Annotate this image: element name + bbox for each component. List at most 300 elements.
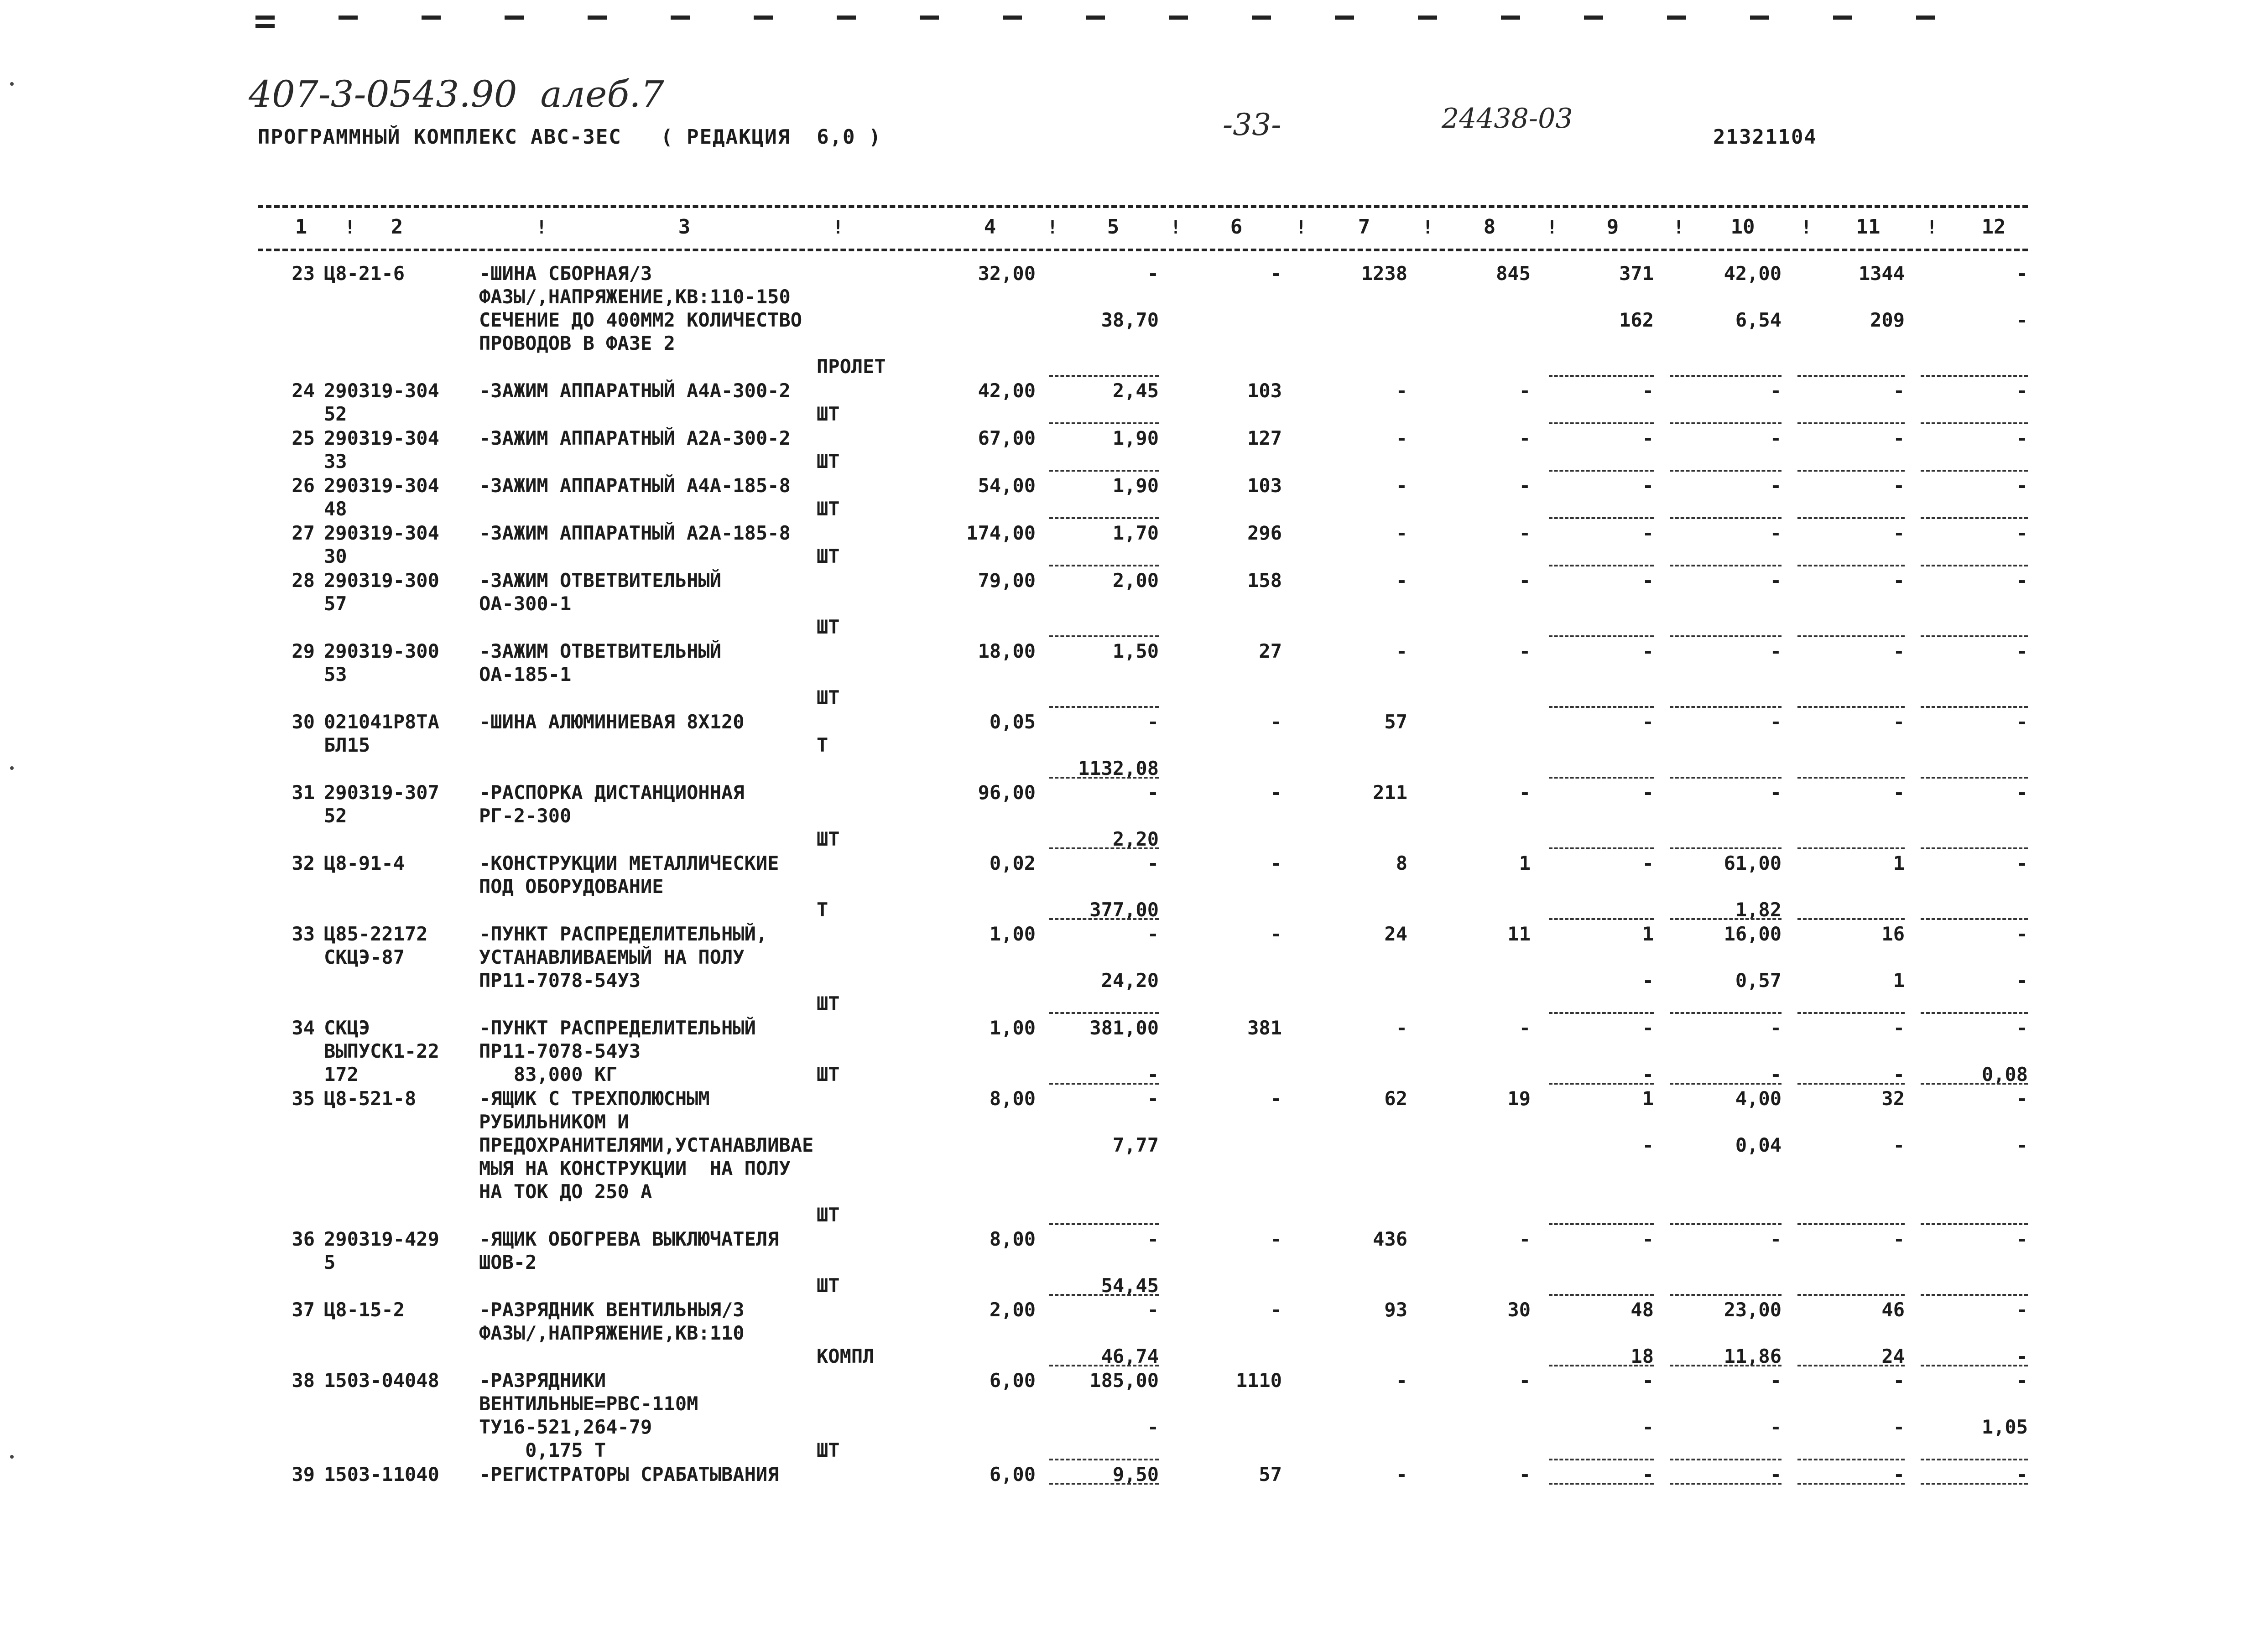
row-23-c7: 1238 [1361, 262, 1407, 285]
row-35-c7: 62 [1384, 1087, 1407, 1110]
row-35-c8: 19 [1507, 1087, 1531, 1110]
row-33-c3: ПР11-7078-54У3 [479, 969, 641, 992]
row-38-c11: - [1893, 1369, 1905, 1392]
row-underline [1049, 1223, 1159, 1225]
row-35-c3: ПРЕДОХРАНИТЕЛЯМИ,УСТАНАВЛИВАЕ [479, 1134, 814, 1156]
row-underline [1549, 918, 1654, 920]
row-36-c12: - [2016, 1228, 2028, 1250]
row-underline [1049, 635, 1159, 637]
column-number-4: 4 [984, 215, 996, 239]
row-26-c12: - [2016, 474, 2028, 497]
row-underline [1049, 1083, 1159, 1085]
row-23-c4: 32,00 [978, 262, 1036, 285]
row-34-c3: ПР11-7078-54У3 [479, 1040, 641, 1062]
row-27-c2: 290319-304 [324, 522, 439, 544]
column-separator: ! [1673, 217, 1684, 238]
row-underline [1670, 422, 1782, 424]
row-33-c5: - [1147, 923, 1159, 945]
row-31-c3: РГ-2-300 [479, 805, 572, 827]
row-23-c10: 42,00 [1724, 262, 1782, 285]
perforation-dash [1833, 16, 1852, 20]
row-34-c2: ВЫПУСК1-22 [324, 1040, 439, 1062]
row-underline [1921, 1365, 2028, 1366]
row-25-c7: - [1396, 427, 1407, 449]
row-24-c8: - [1519, 379, 1531, 402]
table-header-rule [258, 249, 2028, 251]
row-underline [1670, 1083, 1782, 1085]
top-perforation-marks [255, 13, 2035, 23]
row-33-c1: 33 [292, 923, 315, 945]
row-30-c2: БЛ15 [324, 734, 370, 756]
row-24-c11: - [1893, 379, 1905, 402]
table-top-rule [258, 205, 2028, 208]
row-30-c7: 57 [1384, 711, 1407, 733]
row-underline [1797, 1012, 1905, 1014]
row-32-c10: 61,00 [1724, 852, 1782, 874]
row-37-c5: - [1147, 1299, 1159, 1321]
row-underline [1670, 375, 1782, 377]
row-23-c9: 371 [1619, 262, 1654, 285]
row-34-c4: 1,00 [989, 1017, 1036, 1039]
row-36-c11: - [1893, 1228, 1905, 1250]
row-33-c10: 16,00 [1724, 923, 1782, 945]
row-24-c7: - [1396, 379, 1407, 402]
row-underline [1921, 1459, 2028, 1460]
row-28-c2: 57 [324, 592, 347, 615]
row-underline [1670, 918, 1782, 920]
row-38-c12: - [2016, 1369, 2028, 1392]
row-underline [1049, 706, 1159, 708]
row-38-c3: ТУ16-521,264-79 [479, 1416, 652, 1438]
row-23-c5: - [1147, 262, 1159, 285]
row-28-c3: ОА-300-1 [479, 592, 572, 615]
row-25-c3: -ЗАЖИМ АППАРАТНЫЙ А2А-300-2 [479, 427, 791, 449]
row-34-c12: - [2016, 1017, 2028, 1039]
perforation-dash [1003, 16, 1022, 20]
row-38-c1: 38 [292, 1369, 315, 1392]
column-separator: ! [1547, 217, 1558, 238]
row-37-c12: - [2016, 1299, 2028, 1321]
row-37-c7: 93 [1384, 1299, 1407, 1321]
row-32-c8: 1 [1519, 852, 1531, 874]
row-23-c5: 38,70 [1101, 309, 1159, 331]
column-separator: ! [1170, 217, 1182, 238]
row-38-c3: 0,175 Т [479, 1439, 606, 1461]
row-34-c10: - [1770, 1017, 1782, 1039]
row-underline [1797, 517, 1905, 519]
row-underline [1921, 847, 2028, 849]
row-32-c10: 1,82 [1735, 899, 1782, 921]
row-33-c2: СКЦЭ-87 [324, 946, 405, 968]
row-26-c10: - [1770, 474, 1782, 497]
row-35-c2: Ц8-521-8 [324, 1087, 417, 1110]
row-23-c12: - [2016, 309, 2028, 331]
row-27-c11: - [1893, 522, 1905, 544]
row-underline [1670, 847, 1782, 849]
row-underline [1670, 1223, 1782, 1225]
row-39-c2: 1503-11040 [324, 1463, 439, 1486]
column-separator: ! [1296, 217, 1307, 238]
row-27-c3u: ШТ [817, 545, 840, 567]
row-underline [1049, 1012, 1159, 1014]
row-33-c12: - [2016, 923, 2028, 945]
row-25-c4: 67,00 [978, 427, 1036, 449]
row-27-c5: 1,70 [1112, 522, 1159, 544]
row-32-c6: - [1270, 852, 1282, 874]
row-31-c8: - [1519, 781, 1531, 804]
row-33-c9: - [1642, 969, 1654, 992]
row-31-c2: 290319-307 [324, 781, 439, 804]
row-27-c2: 30 [324, 545, 347, 567]
row-29-c5: 1,50 [1112, 640, 1159, 662]
row-35-c3: МЫЯ НА КОНСТРУКЦИИ НА ПОЛУ [479, 1157, 791, 1179]
row-38-c3u: ШТ [817, 1439, 840, 1461]
row-26-c2: 48 [324, 498, 347, 520]
row-38-c9: - [1642, 1416, 1654, 1438]
row-underline [1670, 1012, 1782, 1014]
row-30-c9: - [1642, 711, 1654, 733]
row-34-c1: 34 [292, 1017, 315, 1039]
row-30-c3u: Т [817, 734, 828, 756]
row-37-c5: 46,74 [1101, 1345, 1159, 1367]
row-29-c8: - [1519, 640, 1531, 662]
row-32-c9: - [1642, 852, 1654, 874]
perforation-dash [1252, 16, 1271, 20]
row-25-c11: - [1893, 427, 1905, 449]
row-23-c8: 845 [1496, 262, 1531, 285]
row-28-c8: - [1519, 569, 1531, 592]
column-separator: ! [1801, 217, 1812, 238]
row-29-c2: 290319-300 [324, 640, 439, 662]
row-38-c10: - [1770, 1369, 1782, 1392]
row-27-c8: - [1519, 522, 1531, 544]
row-37-c8: 30 [1507, 1299, 1531, 1321]
row-underline [1921, 1223, 2028, 1225]
perforation-dash [671, 16, 690, 20]
row-35-c9: - [1642, 1134, 1654, 1156]
handwritten-doc-code: 407-3-0543.90 алеб.7 [249, 73, 664, 115]
perforation-dash [754, 16, 773, 20]
row-30-c5: - [1147, 711, 1159, 733]
row-35-c12: - [2016, 1134, 2028, 1156]
row-27-c6: 296 [1247, 522, 1282, 544]
row-26-c9: - [1642, 474, 1654, 497]
row-39-c10: - [1770, 1463, 1782, 1486]
row-24-c10: - [1770, 379, 1782, 402]
column-number-8: 8 [1483, 215, 1496, 239]
row-27-c4: 174,00 [966, 522, 1036, 544]
row-36-c3u: ШТ [817, 1274, 840, 1297]
row-36-c2: 5 [324, 1251, 336, 1273]
row-38-c4: 6,00 [989, 1369, 1036, 1392]
row-39-c5: 9,50 [1112, 1463, 1159, 1486]
row-underline [1549, 777, 1654, 779]
row-37-c9: 48 [1630, 1299, 1654, 1321]
row-35-c12: - [2016, 1087, 2028, 1110]
row-33-c5: 24,20 [1101, 969, 1159, 992]
row-36-c2: 290319-429 [324, 1228, 439, 1250]
row-34-c8: - [1519, 1017, 1531, 1039]
handwritten-page-mark: -33- [1223, 107, 1281, 142]
row-28-c3u: ШТ [817, 616, 840, 638]
row-37-c12: - [2016, 1345, 2028, 1367]
row-25-c2: 290319-304 [324, 427, 439, 449]
row-32-c12: - [2016, 852, 2028, 874]
row-23-c3: ПРОВОДОВ В ФАЗЕ 2 [479, 332, 675, 354]
row-38-c3: -РАЗРЯДНИКИ [479, 1369, 606, 1392]
row-24-c1: 24 [292, 379, 315, 402]
row-underline [1549, 1223, 1654, 1225]
perforation-dash [1169, 16, 1188, 20]
row-underline [1549, 517, 1654, 519]
row-underline [1921, 635, 2028, 637]
row-28-c9: - [1642, 569, 1654, 592]
row-36-c10: - [1770, 1228, 1782, 1250]
row-31-c3: -РАСПОРКА ДИСТАНЦИОННАЯ [479, 781, 745, 804]
perforation-dash [1916, 16, 1935, 20]
row-26-c6: 103 [1247, 474, 1282, 497]
row-underline [1549, 847, 1654, 849]
row-underline [1049, 565, 1159, 566]
row-37-c11: 24 [1881, 1345, 1905, 1367]
row-39-c9: - [1642, 1463, 1654, 1486]
row-27-c3: -ЗАЖИМ АППАРАТНЫЙ А2А-185-8 [479, 522, 791, 544]
row-underline [1049, 470, 1159, 472]
row-underline [1670, 517, 1782, 519]
row-33-c2: Ц85-22172 [324, 923, 428, 945]
row-38-c7: - [1396, 1369, 1407, 1392]
row-35-c1: 35 [292, 1087, 315, 1110]
row-24-c5: 2,45 [1112, 379, 1159, 402]
row-23-c9: 162 [1619, 309, 1654, 331]
margin-speck [10, 1455, 14, 1459]
row-23-c1: 23 [292, 262, 315, 285]
row-34-c12: 0,08 [1981, 1063, 2028, 1086]
row-34-c2: 172 [324, 1063, 359, 1086]
row-37-c9: 18 [1630, 1345, 1654, 1367]
row-27-c9: - [1642, 522, 1654, 544]
row-35-c3u: ШТ [817, 1204, 840, 1226]
row-34-c10: - [1770, 1063, 1782, 1086]
row-35-c3: РУБИЛЬНИКОМ И [479, 1111, 629, 1133]
document-number: 21321104 [1713, 125, 1817, 149]
row-31-c1: 31 [292, 781, 315, 804]
row-underline [1670, 470, 1782, 472]
row-underline [1921, 1012, 2028, 1014]
row-32-c3: ПОД ОБОРУДОВАНИЕ [479, 875, 664, 898]
row-underline [1549, 1294, 1654, 1296]
row-31-c5: 2,20 [1112, 828, 1159, 850]
row-34-c6: 381 [1247, 1017, 1282, 1039]
row-underline [1797, 777, 1905, 779]
row-34-c3u: ШТ [817, 1063, 840, 1086]
row-underline [1049, 1483, 1159, 1485]
row-26-c1: 26 [292, 474, 315, 497]
row-underline [1921, 375, 2028, 377]
perforation-dash [255, 16, 275, 20]
row-36-c3: ШОВ-2 [479, 1251, 537, 1273]
row-23-c3: ФАЗЫ/,НАПРЯЖЕНИЕ,КВ:110-150 [479, 286, 791, 308]
row-23-c10: 6,54 [1735, 309, 1782, 331]
row-underline [1921, 1483, 2028, 1485]
row-38-c3: ВЕНТИЛЬНЫЕ=РВС-110М [479, 1392, 698, 1415]
row-23-c6: - [1270, 262, 1282, 285]
row-32-c7: 8 [1396, 852, 1407, 874]
row-34-c3: 83,000 КГ [479, 1063, 618, 1086]
perforation-dash [1667, 16, 1686, 20]
row-underline [1921, 1083, 2028, 1085]
row-29-c11: - [1893, 640, 1905, 662]
row-29-c12: - [2016, 640, 2028, 662]
row-32-c11: 1 [1893, 852, 1905, 874]
row-underline [1921, 565, 2028, 566]
column-separator: ! [1926, 217, 1938, 238]
row-36-c3: -ЯЩИК ОБОГРЕВА ВЫКЛЮЧАТЕЛЯ [479, 1228, 779, 1250]
row-31-c4: 96,00 [978, 781, 1036, 804]
row-37-c2: Ц8-15-2 [324, 1299, 405, 1321]
row-38-c5: - [1147, 1416, 1159, 1438]
perforation-dash [920, 16, 939, 20]
row-33-c3: -ПУНКТ РАСПРЕДЕЛИТЕЛЬНЫЙ, [479, 923, 768, 945]
row-29-c9: - [1642, 640, 1654, 662]
row-38-c5: 185,00 [1089, 1369, 1159, 1392]
row-36-c8: - [1519, 1228, 1531, 1250]
row-29-c3u: ШТ [817, 686, 840, 709]
row-34-c2: СКЦЭ [324, 1017, 370, 1039]
row-28-c4: 79,00 [978, 569, 1036, 592]
column-number-3: 3 [678, 215, 691, 239]
column-separator: ! [536, 217, 547, 238]
row-36-c1: 36 [292, 1228, 315, 1250]
row-25-c6: 127 [1247, 427, 1282, 449]
row-underline [1921, 918, 2028, 920]
row-31-c10: - [1770, 781, 1782, 804]
row-underline [1670, 635, 1782, 637]
row-31-c9: - [1642, 781, 1654, 804]
perforation-dash [588, 16, 607, 20]
row-24-c9: - [1642, 379, 1654, 402]
row-37-c1: 37 [292, 1299, 315, 1321]
row-28-c1: 28 [292, 569, 315, 592]
row-33-c3u: ШТ [817, 992, 840, 1015]
row-32-c1: 32 [292, 852, 315, 874]
row-underline [1049, 918, 1159, 920]
row-30-c6: - [1270, 711, 1282, 733]
row-36-c6: - [1270, 1228, 1282, 1250]
column-number-7: 7 [1358, 215, 1370, 239]
row-30-c10: - [1770, 711, 1782, 733]
row-33-c6: - [1270, 923, 1282, 945]
row-underline [1797, 1223, 1905, 1225]
row-37-c3: ФАЗЫ/,НАПРЯЖЕНИЕ,КВ:110 [479, 1322, 745, 1344]
row-28-c12: - [2016, 569, 2028, 592]
row-29-c4: 18,00 [978, 640, 1036, 662]
row-38-c10: - [1770, 1416, 1782, 1438]
row-25-c5: 1,90 [1112, 427, 1159, 449]
row-35-c4: 8,00 [989, 1087, 1036, 1110]
perforation-dash [1418, 16, 1437, 20]
row-underline [1549, 1459, 1654, 1460]
row-39-c12: - [2016, 1463, 2028, 1486]
row-33-c11: 16 [1881, 923, 1905, 945]
row-underline [1921, 422, 2028, 424]
row-30-c11: - [1893, 711, 1905, 733]
perforation-dash [1501, 16, 1520, 20]
row-27-c7: - [1396, 522, 1407, 544]
row-29-c2: 53 [324, 663, 347, 686]
column-number-6: 6 [1230, 215, 1243, 239]
row-31-c12: - [2016, 781, 2028, 804]
row-33-c8: 11 [1507, 923, 1531, 945]
row-28-c5: 2,00 [1112, 569, 1159, 592]
row-38-c12: 1,05 [1981, 1416, 2028, 1438]
row-underline [1549, 565, 1654, 566]
row-35-c9: 1 [1642, 1087, 1654, 1110]
row-28-c11: - [1893, 569, 1905, 592]
column-number-12: 12 [1981, 215, 2006, 239]
row-underline [1921, 517, 2028, 519]
row-25-c3u: ШТ [817, 450, 840, 473]
row-36-c7: 436 [1373, 1228, 1407, 1250]
row-26-c3: -ЗАЖИМ АППАРАТНЫЙ А4А-185-8 [479, 474, 791, 497]
row-underline [1049, 777, 1159, 779]
row-26-c7: - [1396, 474, 1407, 497]
row-23-c3: -ШИНА СБОРНАЯ/3 [479, 262, 652, 285]
row-23-c11: 1344 [1858, 262, 1905, 285]
row-23-c3: СЕЧЕНИЕ ДО 400ММ2 КОЛИЧЕСТВО [479, 309, 802, 331]
program-header: ПРОГРАММНЫЙ КОМПЛЕКС АВС-3ЕС ( РЕДАКЦИЯ 6,0 ) [258, 125, 882, 149]
row-34-c11: - [1893, 1017, 1905, 1039]
row-underline [1549, 1365, 1654, 1366]
row-underline [1549, 422, 1654, 424]
row-underline [1797, 565, 1905, 566]
row-28-c3: -ЗАЖИМ ОТВЕТВИТЕЛЬНЫЙ [479, 569, 722, 592]
row-underline [1670, 1294, 1782, 1296]
row-underline [1797, 706, 1905, 708]
row-25-c8: - [1519, 427, 1531, 449]
perforation-dash [255, 24, 275, 28]
column-number-2: 2 [391, 215, 403, 239]
row-29-c6: 27 [1259, 640, 1282, 662]
row-24-c3u: ШТ [817, 403, 840, 425]
perforation-dash [1086, 16, 1105, 20]
row-underline [1921, 777, 2028, 779]
row-33-c10: 0,57 [1735, 969, 1782, 992]
row-32-c5: 377,00 [1089, 899, 1159, 921]
row-underline [1549, 635, 1654, 637]
row-36-c5: - [1147, 1228, 1159, 1250]
row-36-c9: - [1642, 1228, 1654, 1250]
row-23-c2: Ц8-21-6 [324, 262, 405, 285]
row-31-c3u: ШТ [817, 828, 840, 850]
row-34-c11: - [1893, 1063, 1905, 1086]
row-26-c3u: ШТ [817, 498, 840, 520]
row-32-c3: -КОНСТРУКЦИИ МЕТАЛЛИЧЕСКИЕ [479, 852, 779, 874]
row-33-c3: УСТАНАВЛИВАЕМЫЙ НА ПОЛУ [479, 946, 745, 968]
row-26-c11: - [1893, 474, 1905, 497]
row-25-c9: - [1642, 427, 1654, 449]
row-underline [1921, 1294, 2028, 1296]
perforation-dash [422, 16, 441, 20]
row-35-c5: - [1147, 1087, 1159, 1110]
row-38-c2: 1503-04048 [324, 1369, 439, 1392]
row-24-c2: 52 [324, 403, 347, 425]
row-underline [1797, 1365, 1905, 1366]
row-underline [1549, 1083, 1654, 1085]
row-underline [1797, 918, 1905, 920]
row-underline [1797, 635, 1905, 637]
row-32-c3u: Т [817, 899, 828, 921]
